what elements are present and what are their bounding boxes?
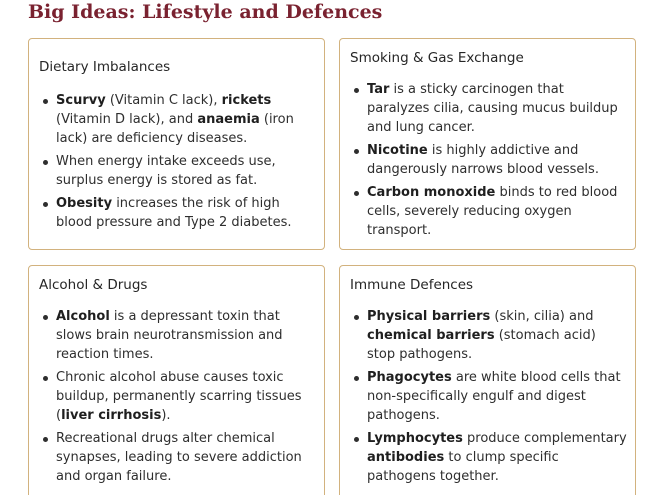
bullet-text: (skin, cilia) and	[490, 309, 594, 324]
key-term: chemical barriers	[367, 328, 495, 343]
bullet-text: (Vitamin D lack), and	[56, 112, 198, 127]
key-term: anaemia	[197, 112, 260, 127]
bullet-list	[39, 91, 316, 236]
bullet-text: (iron lack) are deficiency diseases.	[56, 112, 294, 146]
bullet-text: is a depressant toxin that slows brain neurotransmission and reaction times.	[56, 309, 283, 362]
list-item	[39, 307, 316, 364]
key-term: Alcohol	[56, 309, 110, 324]
key-term: Tar	[367, 82, 390, 97]
card-dietary-imbalances	[28, 38, 325, 250]
bullet-text: (Vitamin C lack),	[105, 93, 222, 108]
key-term: rickets	[221, 93, 272, 108]
list-item	[39, 91, 316, 148]
list-item	[350, 80, 627, 137]
bullet-text: increases the risk of high blood pressure and Type 2 diabetes.	[56, 196, 292, 230]
card-title: Alcohol & Drugs	[39, 277, 148, 293]
bullet-list	[39, 307, 316, 490]
card-immune-defences	[339, 265, 636, 495]
key-term: Phagocytes	[367, 370, 452, 385]
bullet-text: (stomach acid) stop pathogens.	[367, 328, 596, 362]
key-term: Nicotine	[367, 143, 428, 158]
list-item	[39, 429, 316, 486]
card-title: Immune Defences	[350, 277, 474, 293]
page-title: Big Ideas: Lifestyle and Defences	[28, 1, 383, 23]
bullet-text: produce complementary	[462, 431, 627, 446]
key-term: Obesity	[56, 196, 113, 211]
bullet-text: is a sticky carcinogen that paralyzes cilia, causing mucus buildup and lung cancer.	[367, 82, 618, 135]
list-item	[39, 152, 316, 190]
list-item	[39, 368, 316, 425]
card-smoking-gas-exchange	[339, 38, 636, 250]
key-term: Carbon monoxide	[367, 185, 496, 200]
bullet-text: binds to red blood cells, severely reducing oxygen transport.	[367, 185, 618, 238]
bullet-text: to clump specific pathogens together.	[367, 450, 559, 484]
key-term: Scurvy	[56, 93, 106, 108]
bullet-text: When energy intake exceeds use, surplus energy is stored as fat.	[56, 154, 276, 188]
bullet-text: Recreational drugs alter chemical synapses, leading to severe addiction and organ failure.	[56, 431, 302, 484]
list-item	[39, 194, 316, 232]
bullet-text: is highly addictive and dangerously narrows blood vessels.	[367, 143, 599, 177]
card-title: Smoking & Gas Exchange	[350, 50, 524, 66]
key-term: Lymphocytes	[367, 431, 463, 446]
list-item	[350, 307, 627, 364]
bullet-text: are white blood cells that non-specifically engulf and digest pathogens.	[367, 370, 621, 423]
bullet-text: ).	[161, 408, 171, 423]
list-item	[350, 368, 627, 425]
bullet-text: Chronic alcohol abuse causes toxic buildup, permanently scarring tissues (	[56, 370, 302, 423]
list-item	[350, 183, 627, 240]
key-term: liver cirrhosis	[61, 408, 162, 423]
list-item	[350, 141, 627, 179]
key-term: Physical barriers	[367, 309, 491, 324]
card-alcohol-drugs	[28, 265, 325, 495]
bullet-list	[350, 80, 627, 244]
bullet-list	[350, 307, 627, 490]
list-item	[350, 429, 627, 486]
key-term: antibodies	[367, 450, 445, 465]
card-title: Dietary Imbalances	[39, 59, 171, 75]
